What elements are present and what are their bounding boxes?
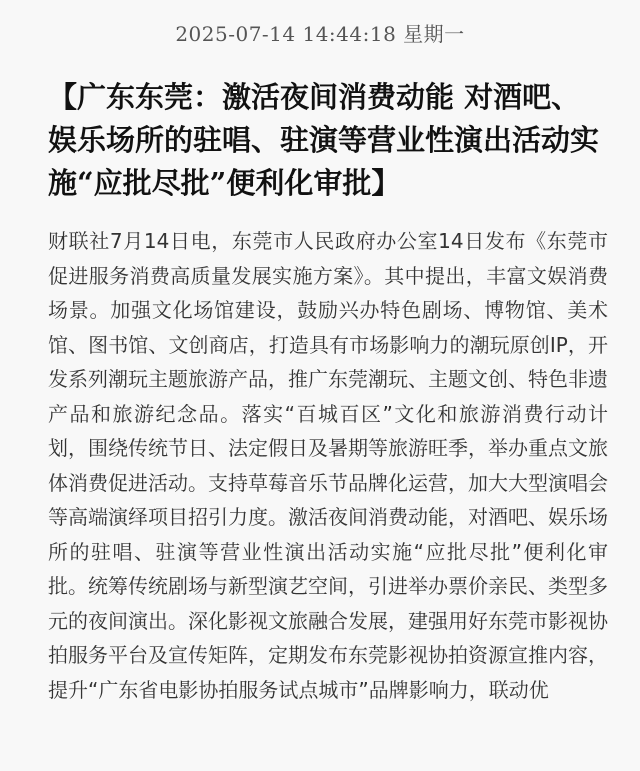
article-headline: 【广东东莞：激活夜间消费动能 对酒吧、娱乐场所的驻唱、驻演等营业性演出活动实施“应批尽批”便利化审批】	[48, 80, 600, 200]
publish-timestamp: 2025-07-14 14:44:18 星期一	[175, 22, 465, 46]
article-body: 财联社7月14日电，东莞市人民政府办公室14日发布《东莞市促进服务消费高质量发展实施方案》。其中提出，丰富文娱消费场景。加强文化场馆建设，鼓励兴办特色剧场、博物馆、美术馆、图书馆、文创商店，打造具有市场影响力的潮玩原创IP，开发系列潮玩主题旅游产品，推广东莞潮玩、主题文创、特色非遗产品和旅游纪念品。落实“百城百区”文化和旅游消费行动计划，围绕传统节日、法定假日及暑期等旅游旺季，举办重点文旅体消费促进活动。支持草莓音乐节品牌化运营，加大大型演唱会等高端演绎项目招引力度。激活夜间消费动能，对酒吧、娱乐场所的驻唱、驻演等营业性演出活动实施“应批尽批”便利化审批。统筹传统剧场与新型演艺空间，引进举办票价亲民、类型多元的夜间演出。深化影视文旅融合发展，建强用好东莞市影视协拍服务平台及宣传矩阵，定期发布东莞影视协拍资源宣推内容，提升“广东省电影协拍服务试点城市”品牌影响力，联动优	[48, 229, 608, 702]
